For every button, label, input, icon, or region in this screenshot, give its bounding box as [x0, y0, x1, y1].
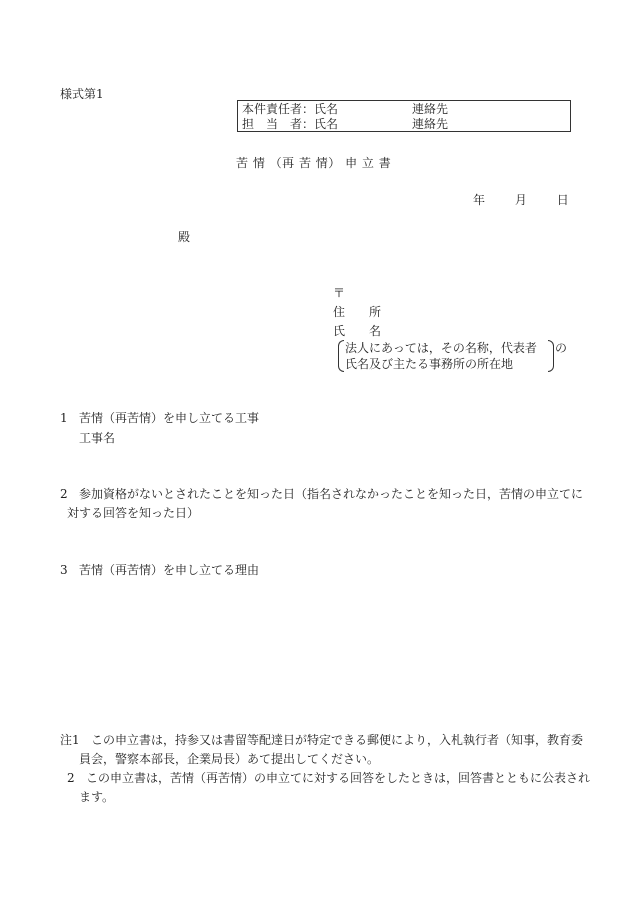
date-day: 日: [556, 193, 569, 207]
section-1: [60, 410, 259, 426]
section-2-continuation: 対する回答を知った日）: [67, 506, 200, 520]
person-in-charge-contact-label: 連絡先: [412, 117, 449, 131]
section-2-number: 2: [60, 487, 68, 501]
note-2-number: 2: [67, 771, 75, 785]
corporate-note-line2: 氏名及び主たる事務所の所在地: [345, 357, 514, 371]
section-1-construction-name: 工事名: [79, 431, 116, 445]
date-month: 月: [514, 193, 527, 207]
date-year: 年: [473, 193, 486, 207]
form-number: 様式第1: [60, 87, 104, 101]
note-2-line1: この申立書は，苦情（再苦情）の申立てに対する回答をしたときは，回答書とともに公表され: [86, 771, 591, 785]
bracket-left: [338, 340, 344, 372]
note-2: [67, 770, 590, 786]
section-2: [60, 486, 583, 502]
section-3-title: 苦情（再苦情）を申し立てる理由: [79, 563, 260, 577]
section-2-title: 参加資格がないとされたことを知った日（指名されなかったことを知った日，苦情の申立てに: [79, 487, 584, 501]
contact-row-person-in-charge: [242, 117, 449, 132]
name-label: 氏 名: [333, 324, 382, 338]
note-1-number: 1: [72, 733, 80, 747]
corporate-note-line1-end: の: [555, 341, 568, 355]
bracket-right: [548, 340, 554, 372]
responsible-contact-label: 連絡先: [412, 102, 449, 116]
note-1-line1: この申立書は，持参又は書留等配達日が特定できる郵便により，入札執行者（知事，教育委: [91, 733, 584, 747]
section-1-title: 苦情（再苦情）を申し立てる工事: [79, 411, 260, 425]
date-line: [473, 192, 569, 208]
addressee-suffix: 殿: [178, 230, 191, 244]
contact-box: [237, 100, 571, 132]
section-1-number: 1: [60, 411, 68, 425]
note-1-line2: 員会，警察本部長，企業局長）あて提出してください。: [79, 752, 380, 766]
responsible-name-label: 本件責任者：氏名: [242, 102, 339, 116]
postal-mark: 〒: [333, 286, 346, 300]
person-in-charge-name-label: 担 当 者：氏名: [242, 117, 339, 131]
note-2-line2: ます。: [79, 790, 115, 804]
note-1: [60, 732, 583, 748]
section-3-number: 3: [60, 563, 68, 577]
corporate-note-line1: 法人にあっては，その名称，代表者: [345, 341, 537, 355]
document-title: 苦 情 （再 苦 情） 申 立 書: [236, 156, 392, 170]
address-label: 住 所: [333, 305, 382, 319]
contact-row-responsible: [242, 102, 449, 117]
section-3: [60, 562, 259, 578]
notes-label: 注: [60, 733, 73, 747]
